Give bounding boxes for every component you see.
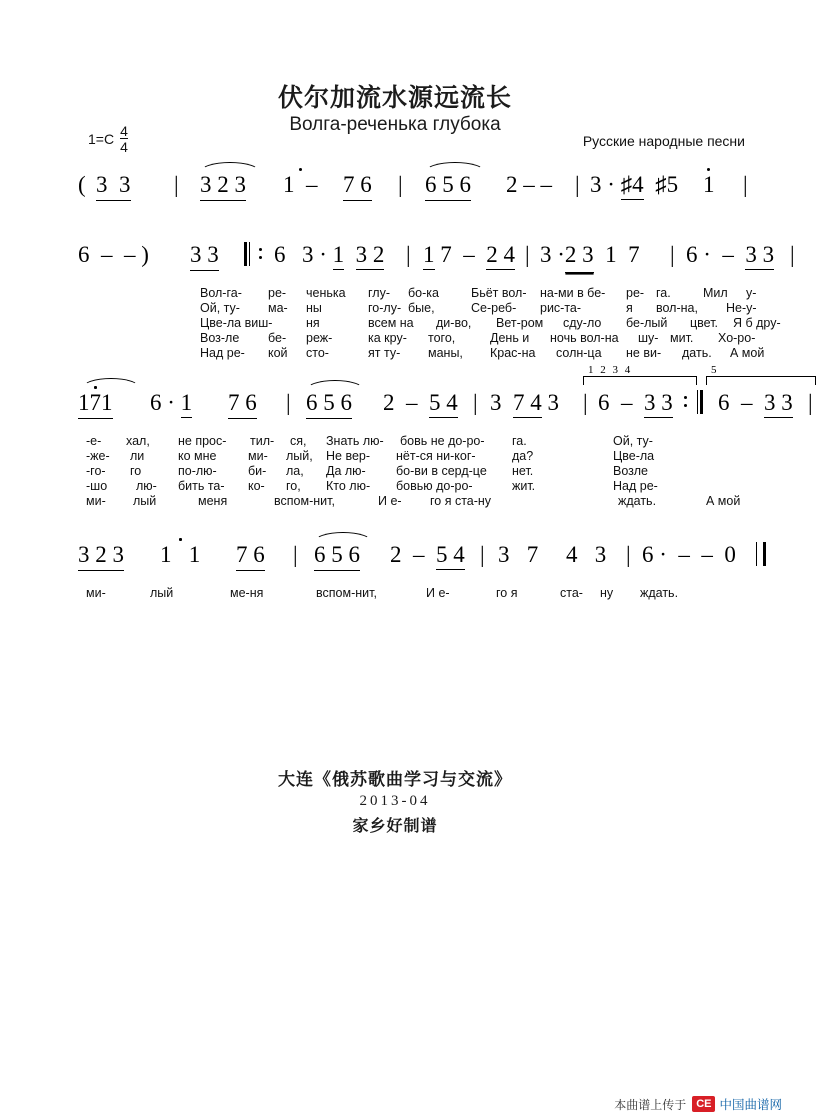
lyric-word: Не вер-	[326, 449, 371, 463]
lyric-word: Знать лю-	[326, 434, 384, 448]
barline: |	[293, 542, 298, 567]
lyric-word: -шо	[86, 479, 108, 493]
barline: |	[790, 242, 795, 267]
volta-label: 1 2 3 4	[588, 364, 633, 376]
notes-row	[78, 242, 795, 284]
lyric-word: Воз-ле	[200, 331, 240, 345]
note-group: 2 – –	[506, 172, 552, 197]
lyric-line	[78, 316, 781, 331]
lyric-word: мит.	[670, 331, 694, 345]
lyric-word: Се-реб-	[471, 301, 517, 315]
volta-bracket-2	[706, 364, 816, 385]
lyric-word: шу-	[638, 331, 659, 345]
lyric-word: ня	[306, 316, 320, 330]
barline: |	[286, 390, 291, 415]
note-group: 3 7 4 3	[490, 390, 559, 416]
page-title-russian: Волга-реченька глубока	[289, 114, 501, 135]
lyric-word: Над ре-	[613, 479, 658, 493]
note-group: 6	[274, 242, 286, 267]
lyric-word: лый	[150, 586, 174, 600]
lyric-word: ся,	[290, 434, 307, 448]
lyric-word: ко мне	[178, 449, 217, 463]
lyric-word: ну	[600, 586, 614, 600]
lyric-word: бовь не до-ро-	[400, 434, 485, 448]
barline: |	[808, 390, 813, 415]
lyric-word: нёт-ся ни-ког-	[396, 449, 476, 463]
note-group: 7 6	[228, 390, 257, 419]
footer-line-3: 家乡好制谱	[352, 818, 438, 835]
lyric-word: меня	[198, 494, 228, 508]
lyric-line	[78, 449, 750, 464]
lyric-word: не ви-	[626, 346, 662, 360]
note-group: 3 2 3	[200, 172, 246, 201]
volta-label: 5	[711, 364, 719, 376]
music-system-1	[78, 172, 750, 214]
lyric-word: Вет-ром	[496, 316, 544, 330]
slur-mark	[306, 380, 364, 390]
note-group: 171	[78, 390, 113, 419]
lyric-word: ма-	[268, 301, 288, 315]
lyric-word: Ой, ту-	[200, 301, 240, 315]
note-group: 3 3	[96, 172, 131, 201]
lyric-line	[78, 301, 757, 316]
barline: |	[473, 390, 478, 415]
barline: |	[406, 242, 411, 267]
lyric-line	[78, 286, 757, 301]
attribution-text: Русские народные песни	[582, 133, 745, 149]
lyric-word: Кто лю-	[326, 479, 371, 493]
note-group: (	[78, 172, 86, 197]
lyric-word: солн-ца	[556, 346, 602, 360]
key-and-meter	[88, 124, 128, 154]
lyric-word: реж-	[306, 331, 333, 345]
lyric-word: лый	[133, 494, 157, 508]
volta-bracket-1	[583, 364, 697, 385]
barline: |	[525, 242, 530, 267]
barline: |	[670, 242, 675, 267]
note-group: 2 – 5 4	[383, 390, 458, 416]
note-group: 2 – 5 4	[390, 542, 465, 568]
lyric-word: вол-на,	[656, 301, 698, 315]
lyric-word: ждать.	[640, 586, 679, 600]
lyric-word: кой	[268, 346, 288, 360]
final-barline	[756, 542, 770, 568]
lyric-line	[78, 479, 750, 494]
lyric-word: бовью до-ро-	[396, 479, 473, 493]
lyric-word: глу-	[368, 286, 390, 300]
note-group: 3 3	[190, 242, 219, 271]
lyric-word: того,	[428, 331, 456, 345]
lyric-word: га.	[656, 286, 671, 300]
lyric-word: Ой, ту-	[613, 434, 653, 448]
lyric-word: на-ми в бе-	[540, 286, 606, 300]
lyric-word: бо-ви в серд-це	[396, 464, 487, 478]
barline: |	[575, 172, 580, 197]
watermark-site-name[interactable]: 中国曲谱网	[719, 1098, 782, 1112]
site-watermark	[614, 1095, 782, 1113]
footer-credits	[0, 765, 790, 836]
lyric-word: ят ту-	[368, 346, 401, 360]
barline: |	[743, 172, 748, 197]
lyric-word: Цве-ла	[613, 449, 655, 463]
lyric-word: Хо-ро-	[718, 331, 756, 345]
lyric-line	[78, 331, 756, 346]
lyric-line	[78, 346, 765, 361]
lyric-word: ми-	[248, 449, 268, 463]
lyric-word: вспом-нит,	[274, 494, 335, 508]
lyric-word: бе-	[268, 331, 287, 345]
repeat-barline-close	[683, 390, 709, 416]
note-group: 1	[703, 172, 715, 197]
lyric-word: го я ста-ну	[430, 494, 492, 508]
note-group: 3 2 3	[78, 542, 124, 571]
barline: |	[398, 172, 403, 197]
lyric-word: ме-ня	[230, 586, 264, 600]
music-system-4	[78, 542, 750, 601]
lyric-word: ре-	[626, 286, 645, 300]
lyric-word: не прос-	[178, 434, 227, 448]
watermark-text: 本曲谱上传于	[614, 1097, 687, 1112]
lyric-word: го я	[496, 586, 518, 600]
slur-mark	[314, 532, 372, 542]
lyric-word: маны,	[428, 346, 463, 360]
lyric-word: ждать.	[618, 494, 657, 508]
lyric-word: го-лу-	[368, 301, 402, 315]
note-group: 3 · 1 3 2	[302, 242, 384, 268]
lyric-word: -же-	[86, 449, 110, 463]
note-group: 3 · ♯4 ♯5	[590, 172, 678, 198]
lyric-word: бые,	[408, 301, 435, 315]
barline: |	[174, 172, 179, 197]
lyric-word: цвет.	[690, 316, 719, 330]
note-group: 6 · – 3 3	[686, 242, 774, 268]
repeat-barline-open	[238, 242, 264, 268]
lyric-word: нет.	[512, 464, 534, 478]
note-group: 7 6	[236, 542, 265, 571]
lyric-line	[78, 464, 750, 479]
lyric-word: А мой	[730, 346, 765, 360]
lyric-word: ми-	[86, 494, 106, 508]
note-group: 4 3	[566, 542, 607, 567]
lyric-word: да?	[512, 449, 534, 463]
lyric-word: го,	[286, 479, 301, 493]
lyric-word: Цве-ла виш-	[200, 316, 273, 330]
lyric-word: Мил	[703, 286, 728, 300]
meter-denominator: 4	[120, 139, 128, 155]
lyric-word: бе-лый	[626, 316, 668, 330]
lyric-word: ре-	[268, 286, 287, 300]
lyric-word: лый,	[286, 449, 313, 463]
slur-mark	[425, 162, 485, 172]
footer-line-1: 大连《俄苏歌曲学习与交流》	[278, 770, 512, 789]
note-group: 6 · – – 0	[642, 542, 736, 567]
lyric-word: у-	[746, 286, 757, 300]
note-group: 1 7 – 2 4	[423, 242, 515, 268]
slur-mark	[82, 378, 140, 388]
lyric-word: -е-	[86, 434, 102, 448]
lyric-word: ла,	[286, 464, 304, 478]
note-group: 6 – – )	[78, 242, 149, 267]
lyric-word: -го-	[86, 464, 106, 478]
note-group: 6 5 6	[306, 390, 352, 419]
lyric-word: бо-ка	[408, 286, 439, 300]
lyric-word: Да лю-	[326, 464, 366, 478]
note-group: 6 – 3 3	[598, 390, 673, 416]
lyric-word: Возле	[613, 464, 648, 478]
lyric-word: Крас-на	[490, 346, 536, 360]
barline: |	[626, 542, 631, 567]
note-group: 3 7	[498, 542, 539, 567]
watermark-logo-icon: CE	[692, 1096, 715, 1112]
footer-line-2: 2013-04	[359, 793, 431, 809]
music-system-3	[78, 364, 813, 509]
lyric-word: жит.	[512, 479, 536, 493]
note-group: 7 6	[343, 172, 372, 201]
lyric-word: День и	[490, 331, 530, 345]
lyric-word: дать.	[682, 346, 712, 360]
lyric-word: А мой	[706, 494, 741, 508]
lyric-word: по-лю-	[178, 464, 217, 478]
lyric-word: тил-	[250, 434, 275, 448]
lyric-word: бить та-	[178, 479, 225, 493]
lyric-word: лю-	[136, 479, 157, 493]
lyric-word: всем на	[368, 316, 414, 330]
lyric-word: ли	[130, 449, 145, 463]
notes-row	[78, 542, 750, 584]
lyric-word: хал,	[126, 434, 150, 448]
lyric-word: сто-	[306, 346, 329, 360]
lyric-word: би-	[248, 464, 267, 478]
note-group: 1 1	[160, 542, 201, 567]
lyric-word: И е-	[426, 586, 450, 600]
lyric-word: Бьёт вол-	[471, 286, 527, 300]
note-group: 6 5 6	[425, 172, 471, 201]
barline: |	[583, 390, 588, 415]
lyric-word: го	[130, 464, 142, 478]
lyric-word: ди-во,	[436, 316, 472, 330]
lyric-word: И е-	[378, 494, 402, 508]
lyric-word: Над ре-	[200, 346, 245, 360]
lyric-word: ста-	[560, 586, 583, 600]
lyric-word: Вол-га-	[200, 286, 242, 300]
lyric-word: ко-	[248, 479, 265, 493]
lyric-line	[78, 434, 750, 449]
lyric-word: Не-у-	[726, 301, 757, 315]
page-title-chinese: 伏尔加流水源远流长	[277, 84, 512, 112]
note-group: 6 5 6	[314, 542, 360, 571]
slur-mark	[200, 162, 260, 172]
note-group: 3 ·2 3 1 7	[540, 242, 640, 268]
lyric-word: ночь вол-на	[550, 331, 619, 345]
lyric-word: га.	[512, 434, 527, 448]
meter-numerator: 4	[120, 123, 128, 139]
lyric-line	[78, 586, 750, 601]
lyric-word: сду-ло	[563, 316, 602, 330]
notes-row	[78, 364, 813, 432]
lyric-word: ченька	[306, 286, 346, 300]
lyric-word: Я б дру-	[733, 316, 781, 330]
lyric-word: ми-	[86, 586, 106, 600]
note-group: 6 – 3 3	[718, 390, 793, 416]
lyric-word: я	[626, 301, 633, 315]
barline: |	[480, 542, 485, 567]
lyric-word: ны	[306, 301, 322, 315]
time-signature	[120, 124, 128, 154]
key-label: 1=C	[88, 131, 115, 147]
lyric-word: рис-та-	[540, 301, 582, 315]
notes-row	[78, 172, 750, 214]
note-group: 1 –	[283, 172, 318, 197]
lyric-line	[78, 494, 750, 509]
music-system-2	[78, 242, 795, 361]
note-group: 6 · 1	[150, 390, 192, 416]
lyric-word: ка кру-	[368, 331, 407, 345]
lyric-word: вспом-нит,	[316, 586, 377, 600]
